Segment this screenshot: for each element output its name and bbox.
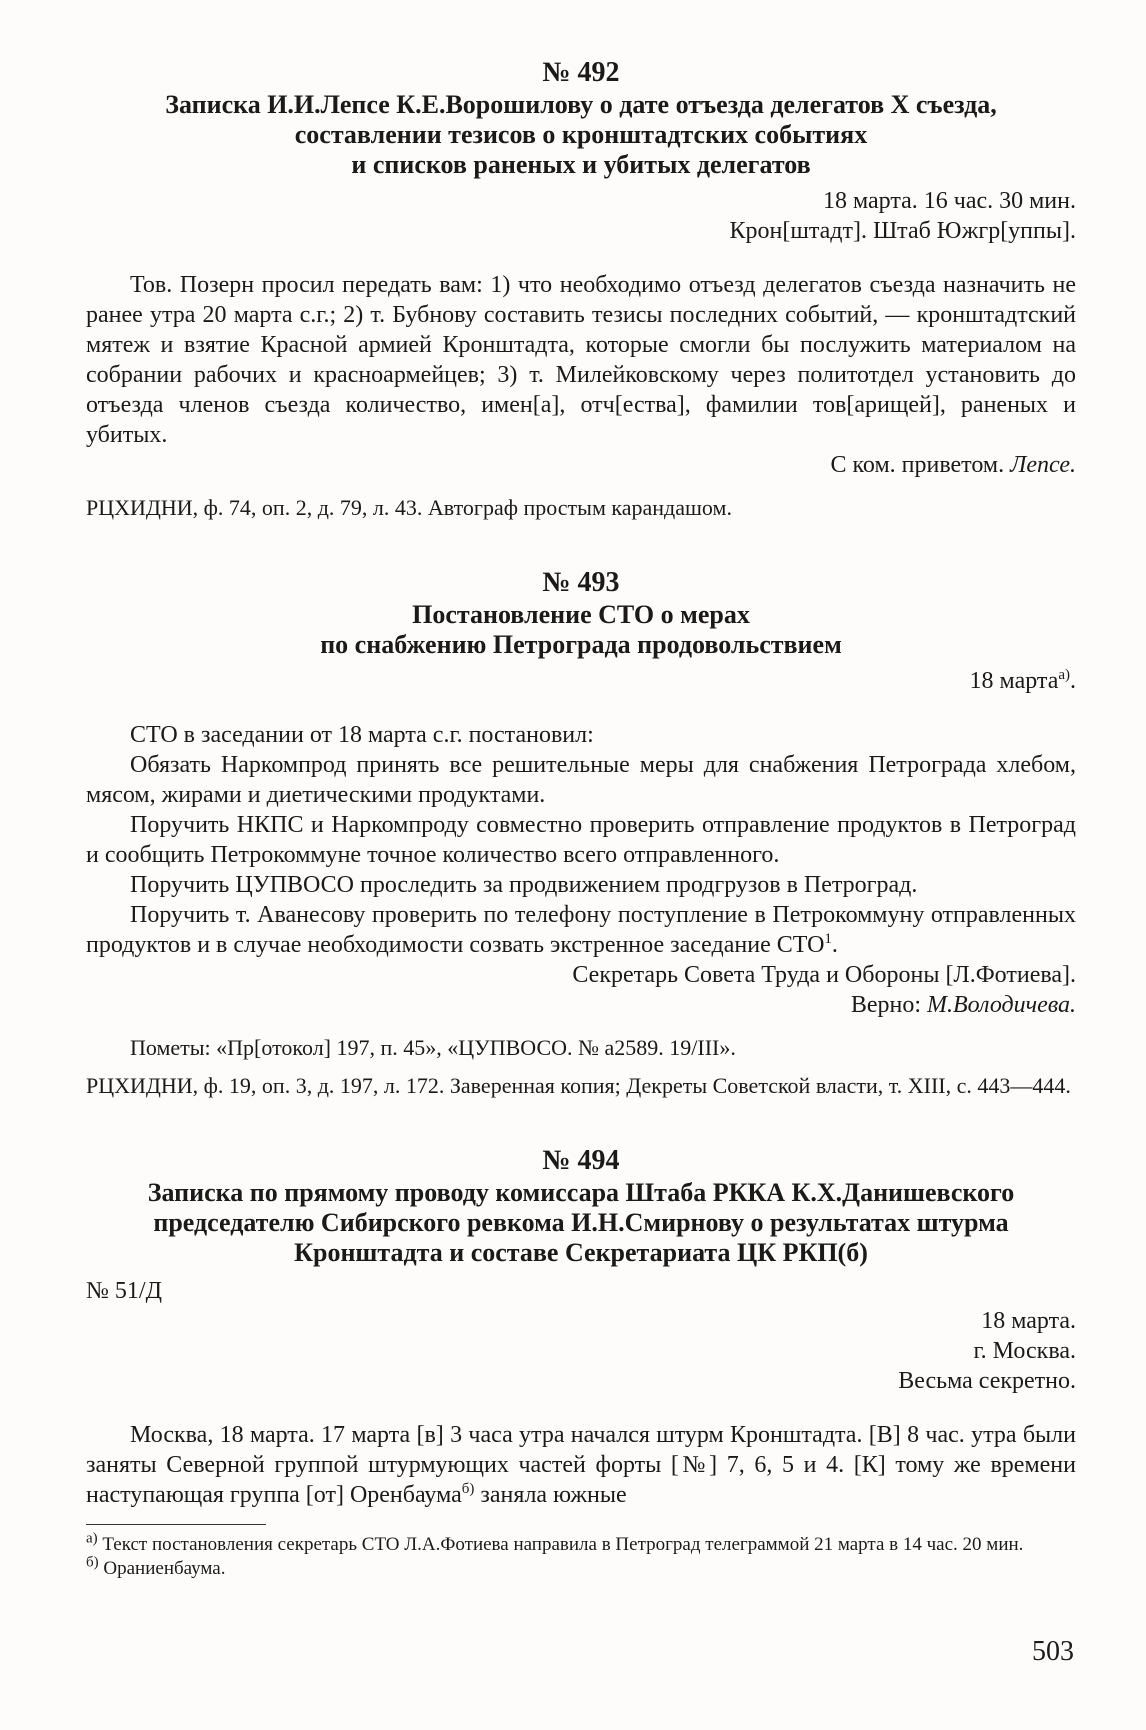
title-line: председателю Сибирского ревкома И.Н.Смирнову о результатах штурма	[153, 1208, 1009, 1237]
doc-number: № 493	[542, 567, 620, 598]
doc-marks: Пометы: «Пр[отокол] 197, п. 45», «ЦУПВОСО. № а2589. 19/III».	[130, 1035, 736, 1060]
doc-signature: Секретарь Совета Труда и Обороны [Л.Фотиева].	[572, 962, 1076, 988]
footnote-divider	[86, 1524, 266, 1525]
footnote-ref: б)	[461, 1481, 475, 1497]
doc-title	[86, 90, 1076, 180]
signature-prefix: С ком. приветом.	[830, 452, 1005, 478]
footnote-ref: а)	[1058, 667, 1070, 683]
doc-paragraph: Обязать Наркомпрод принять все решительные меры для снабжения Петрограда хлебом, мясом, жирами и диетическими продуктами.	[86, 752, 1076, 808]
document-493	[86, 566, 1076, 1100]
doc-source: РЦХИДНИ, ф. 74, оп. 2, д. 79, л. 43. Автограф простым карандашом.	[86, 495, 732, 520]
footnote-ref: 1	[824, 931, 832, 947]
doc-place: г. Москва.	[973, 1338, 1076, 1364]
doc-number: № 494	[542, 1145, 620, 1176]
title-line: и списков раненых и убитых делегатов	[351, 150, 811, 179]
doc-title	[86, 600, 1076, 660]
doc-signature	[86, 450, 1076, 480]
document-492	[86, 56, 1076, 522]
title-line: Записка И.И.Лепсе К.Е.Ворошилову о дате отъезда делегатов X съезда,	[165, 90, 997, 119]
doc-date: 18 марта.	[981, 1308, 1076, 1334]
footnotes	[86, 1530, 1076, 1581]
title-line: Постановление СТО о мерах	[412, 600, 750, 629]
title-line: Кронштадта и составе Секретариата ЦК РКП(б)	[294, 1238, 868, 1267]
doc-paragraph: Поручить ЦУПВОСО проследить за продвижением продгрузов в Петроград.	[130, 872, 918, 898]
footnote: $^{б)}$ Ораниенбаума.	[86, 1554, 226, 1579]
footnote: $^{а)}$ Текст постановления секретарь СТО Л.А.Фотиева направила в Петроград телеграммой 21 марта в 14 час. 20 мин.	[86, 1530, 1024, 1555]
doc-paragraph: СТО в заседании от 18 марта с.г. постановил:	[130, 722, 594, 748]
signature-name: Лепсе.	[1010, 452, 1076, 478]
document-page	[86, 56, 1076, 1581]
page-number: 503	[1032, 1636, 1074, 1667]
title-line: Записка по прямому проводу комиссара Штаба РККА К.Х.Данишевского	[147, 1178, 1015, 1207]
doc-number: № 492	[542, 57, 620, 88]
doc-paragraph: Поручить НКПС и Наркомпроду совместно проверить отправление продуктов в Петроград и сообщить Петрокоммуне точное количество всего отправленного.	[86, 812, 1076, 868]
doc-source: РЦХИДНИ, ф. 19, оп. 3, д. 197, л. 172. Заверенная копия; Декреты Советской власти, т. XIII, с. 443—444.	[86, 1073, 1071, 1098]
doc-reg-number: № 51/Д	[86, 1278, 162, 1304]
title-line: по снабжению Петрограда продовольствием	[320, 630, 842, 659]
doc-body: Москва, 18 марта. 17 марта [в] 3 часа утра начался штурм Кронштадта. [В] 8 час. утра были заняты Северной группой штурмующих частей форты [№] 7, 6, 5 и 4. [К] тому же времени наступающая группа [от] Оренбаума$^{б)}$ заняла южные	[86, 1422, 1076, 1508]
doc-body: Тов. Позерн просил передать вам: 1) что необходимо отъезд делегатов съезда назначить не ранее утра 20 марта с.г.; 2) т. Бубнову составить тезисы последних событий, — кронштадтский мятеж и взятие Красной армией Кронштадта, которые смогли бы послужить материалом на собрании рабочих и красноармейцев; 3) т. Милейковскому через политотдел установить до отъезда членов съезда количество, имен[а], отч[ества], фамилии тов[арищей], раненых и убитых.	[86, 272, 1076, 448]
doc-title	[86, 1178, 1076, 1268]
doc-place: Крон[штадт]. Штаб Южгр[уппы].	[729, 218, 1076, 244]
doc-date: 18 марта. 16 час. 30 мин.	[822, 188, 1076, 214]
document-494	[86, 1144, 1076, 1510]
doc-date: 18 марта$^{а)}$.	[969, 667, 1076, 694]
doc-secrecy: Весьма секретно.	[898, 1368, 1076, 1394]
title-line: составлении тезисов о кронштадтских событиях	[294, 120, 868, 149]
doc-paragraph: Поручить т. Аванесову проверить по телефону поступление в Петрокоммуну отправленных продуктов и в случае необходимости созвать экстренное заседание СТО$^1$.	[86, 902, 1076, 958]
doc-verified: Верно: М.Володичева.	[850, 992, 1076, 1018]
